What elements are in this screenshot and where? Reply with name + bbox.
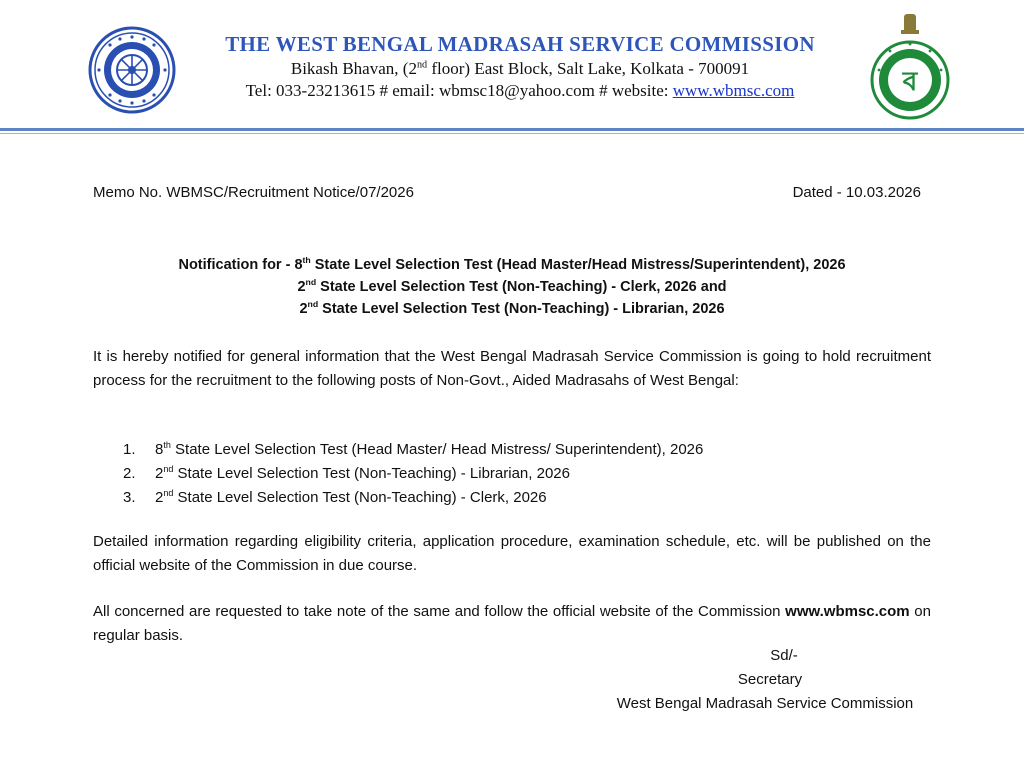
- memo-number: Memo No. WBMSC/Recruitment Notice/07/2026: [93, 184, 414, 201]
- posts-list: [123, 438, 703, 510]
- signature-org: West Bengal Madrasah Service Commission: [616, 695, 914, 712]
- wbmsc-seal-icon: [88, 26, 176, 114]
- signature-title: Secretary: [737, 671, 803, 688]
- details-paragraph: Detailed information regarding eligibility criteria, application procedure, examination schedule, etc. will be published on the official website of the Commission in due course.: [93, 533, 931, 574]
- letterhead: [0, 0, 1024, 128]
- intro-paragraph: It is hereby notified for general information that the West Bengal Madrasah Service Commission is going to hold recruitment process for the recruitment to the following posts of Non-Govt., Aided Madrasahs of West Bengal:: [93, 348, 931, 389]
- signature-block: [597, 644, 933, 716]
- header-rule: [0, 128, 1024, 131]
- memo-date: Dated - 10.03.2026: [792, 184, 921, 201]
- letterhead-text: [190, 30, 850, 102]
- website-link[interactable]: www.wbmsc.com: [672, 81, 795, 100]
- signature-sd: Sd/-: [770, 647, 798, 664]
- org-name: THE WEST BENGAL MADRASAH SERVICE COMMISSION: [225, 32, 815, 56]
- org-address: Bikash Bhavan, (2nd floor) East Block, Salt Lake, Kolkata - 700091: [290, 59, 750, 78]
- heading-line-1: Notification for - 8th State Level Selection Test (Head Master/Head Mistress/Superintendent), 2026: [178, 255, 846, 273]
- svg-text:ব: ব: [902, 67, 918, 97]
- closing-website: www.wbmsc.com: [785, 603, 910, 620]
- closing-paragraph: All concerned are requested to take note of the same and follow the official website of the Commission www.wbmsc.com on regular basis.: [93, 603, 931, 644]
- org-contact: Tel: 033-23213615 # email: wbmsc18@yahoo.com # website: www.wbmsc.com: [245, 81, 795, 100]
- list-item: 2. 2nd State Level Selection Test (Non-Teaching) - Librarian, 2026: [123, 464, 570, 482]
- notification-heading: [60, 254, 964, 320]
- list-item: 1. 8th State Level Selection Test (Head Master/ Head Mistress/ Superintendent), 2026: [123, 440, 704, 458]
- list-item: 3. 2nd State Level Selection Test (Non-Teaching) - Clerk, 2026: [123, 488, 547, 506]
- header-rule-thin: [0, 133, 1024, 134]
- heading-line-3: 2nd State Level Selection Test (Non-Teaching) - Librarian, 2026: [299, 299, 725, 317]
- heading-line-2: 2nd State Level Selection Test (Non-Teaching) - Clerk, 2026 and: [297, 277, 727, 295]
- west-bengal-emblem-icon: [868, 10, 952, 122]
